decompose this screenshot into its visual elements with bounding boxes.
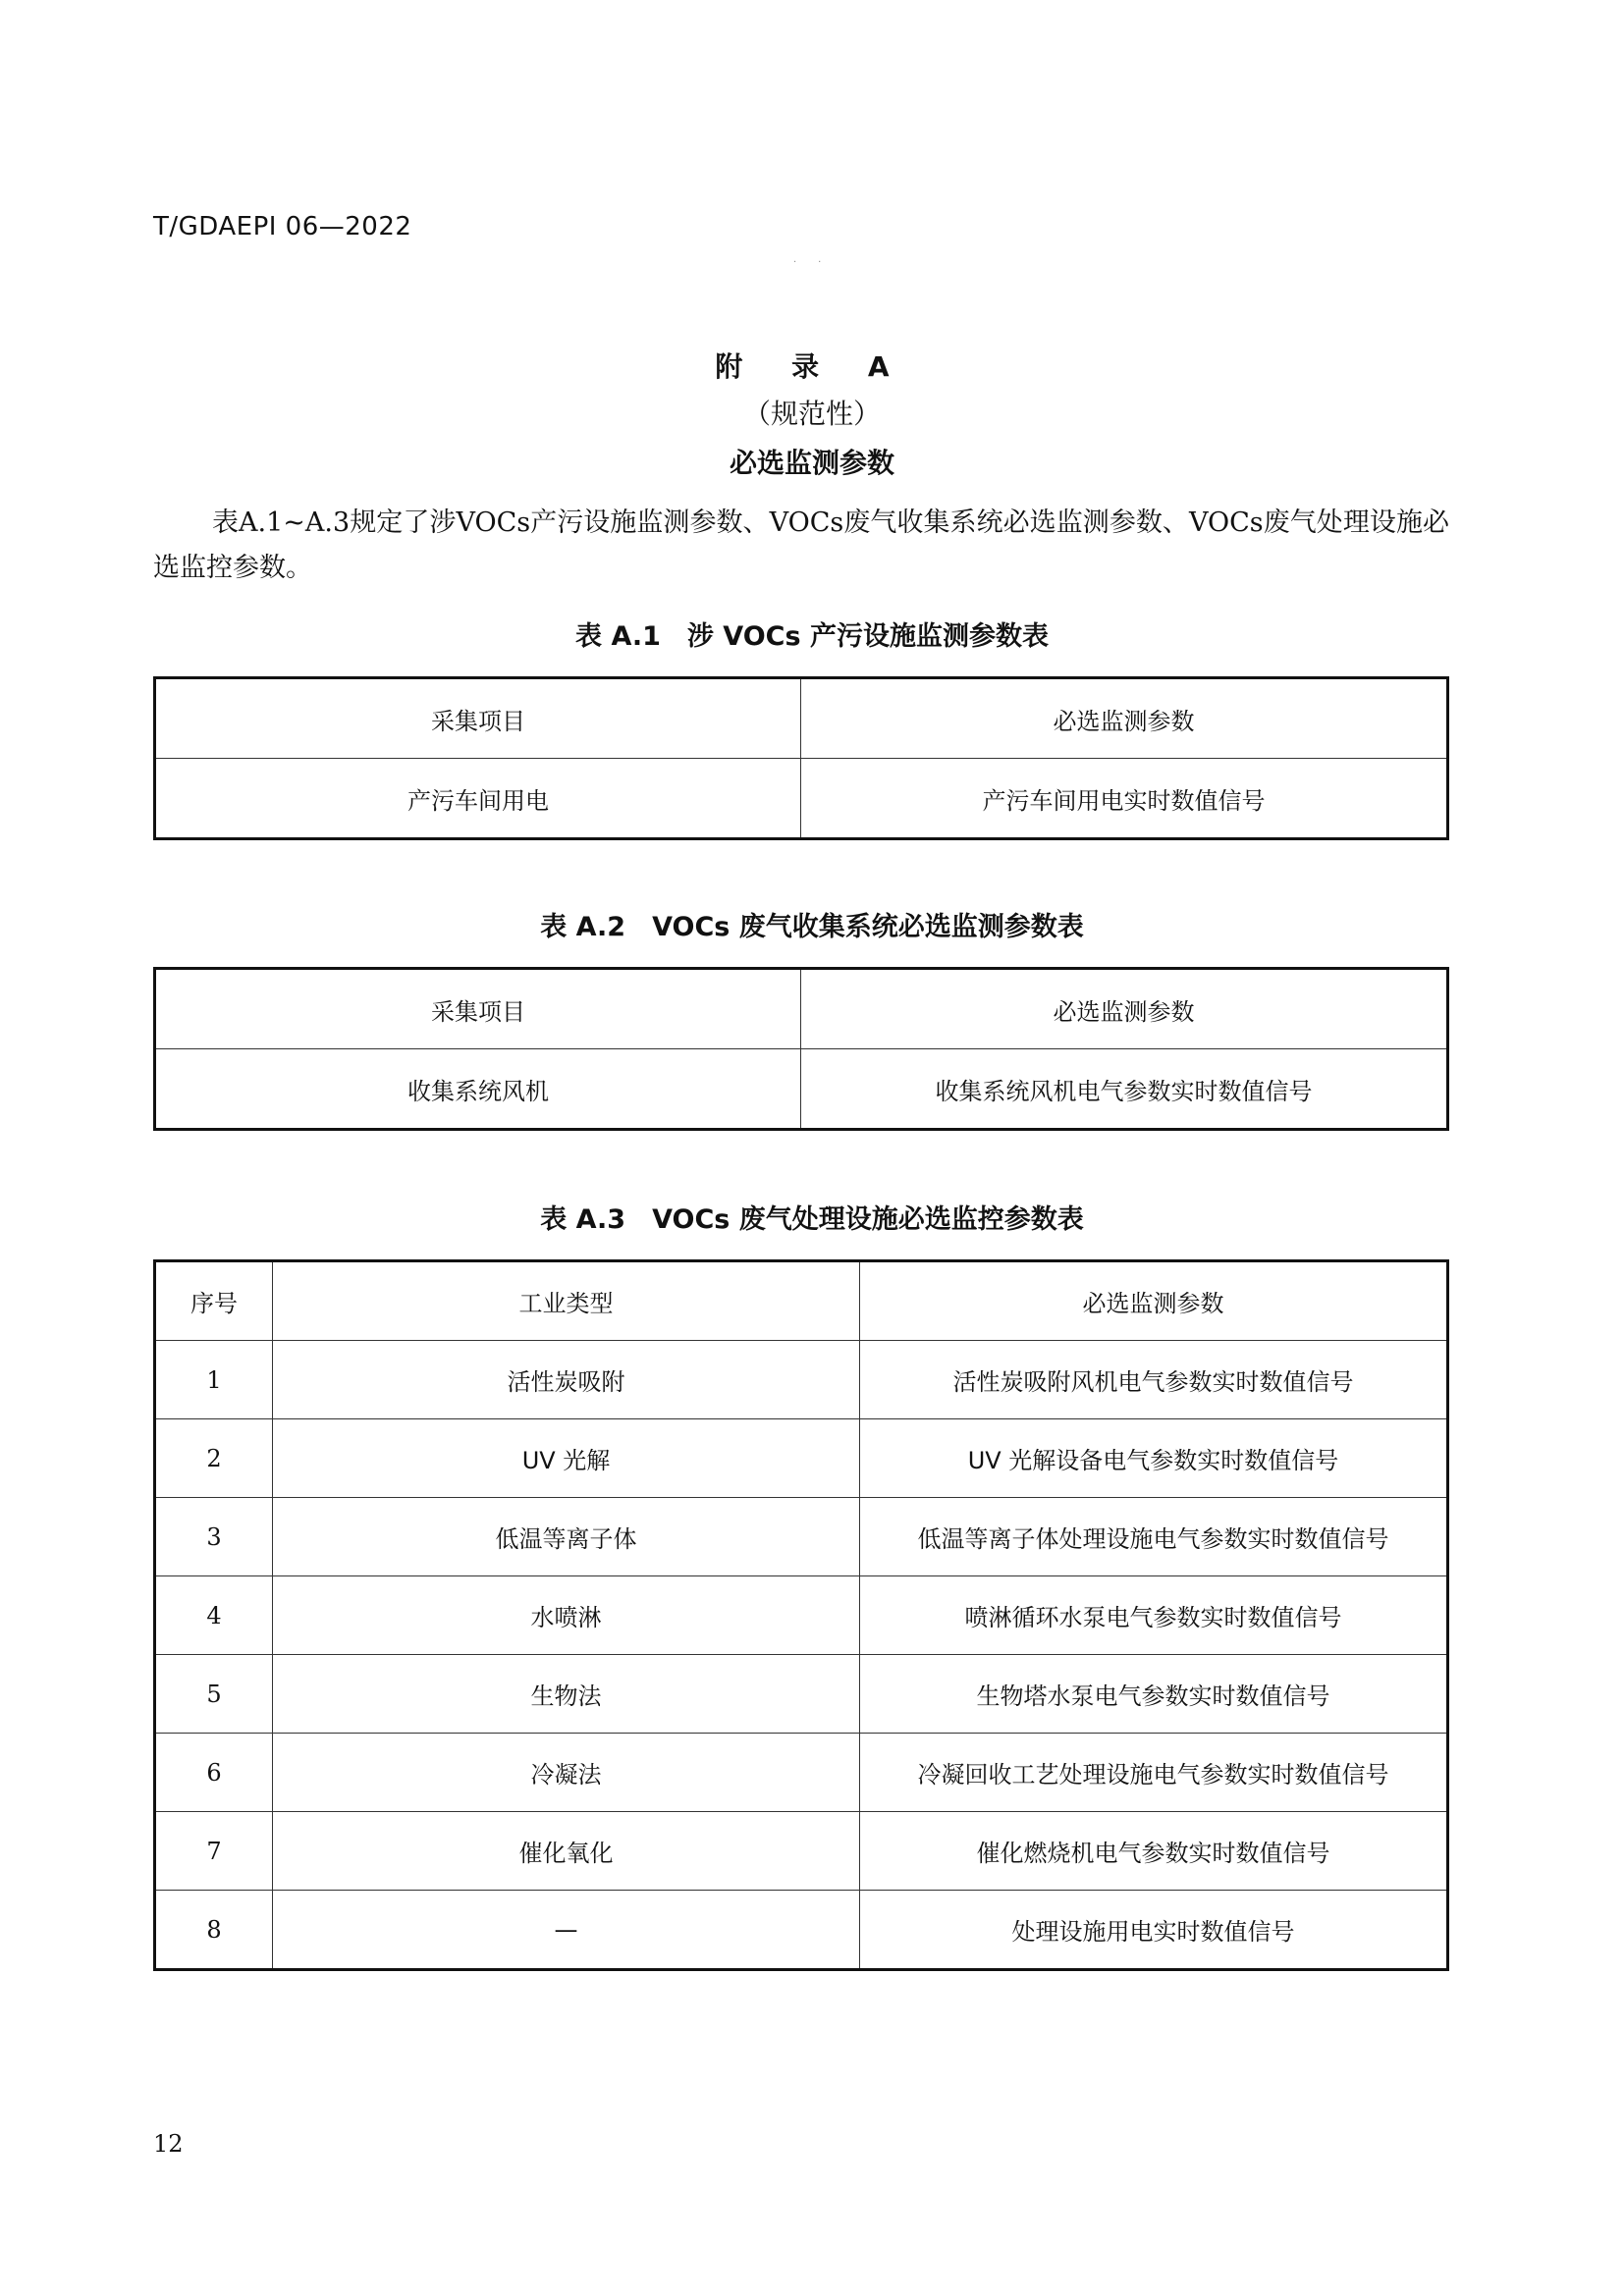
table-row: [155, 1891, 1448, 1970]
table-row: [155, 1341, 1448, 1419]
table-cell: 产污车间用电: [155, 759, 801, 839]
table-row: [155, 1576, 1448, 1655]
table-row: [155, 1419, 1448, 1498]
table-cell: 水喷淋: [273, 1576, 860, 1655]
table-row: [155, 1655, 1448, 1734]
page-number: 12: [153, 2130, 184, 2158]
row-index: 7: [155, 1812, 273, 1891]
table-cell: 产污车间用电实时数值信号: [801, 759, 1448, 839]
table-a3-caption: 表 A.3 VOCs 废气处理设施必选监控参数表: [540, 1204, 1084, 1235]
table-cell: 催化氧化: [273, 1812, 860, 1891]
table-cell: 冷凝法: [273, 1734, 860, 1812]
table-cell: 催化燃烧机电气参数实时数值信号: [860, 1812, 1448, 1891]
row-index: 3: [155, 1498, 273, 1576]
table-a2-caption: 表 A.2 VOCs 废气收集系统必选监测参数表: [540, 912, 1084, 942]
row-index: 8: [155, 1891, 273, 1970]
table-header-cell: 必选监测参数: [801, 678, 1448, 759]
table-cell: 喷淋循环水泵电气参数实时数值信号: [860, 1576, 1448, 1655]
row-index: 6: [155, 1734, 273, 1812]
table-header-cell: 工业类型: [273, 1261, 860, 1341]
table-cell: 低温等离子体处理设施电气参数实时数值信号: [860, 1498, 1448, 1576]
table-cell: UV 光解: [273, 1419, 860, 1498]
document-code: T/GDAEPI 06—2022: [153, 212, 412, 241]
row-index: 2: [155, 1419, 273, 1498]
appendix-title: 附 录 A: [715, 350, 909, 383]
table-cell: 低温等离子体: [273, 1498, 860, 1576]
table-cell: 活性炭吸附风机电气参数实时数值信号: [860, 1341, 1448, 1419]
table-header-cell: 序号: [155, 1261, 273, 1341]
decorative-dots: ··: [793, 257, 843, 268]
table-a2: [153, 967, 1449, 1131]
row-index: 1: [155, 1341, 273, 1419]
table-cell: 生物塔水泵电气参数实时数值信号: [860, 1655, 1448, 1734]
table-header-cell: 采集项目: [155, 969, 801, 1049]
table-cell: UV 光解设备电气参数实时数值信号: [860, 1419, 1448, 1498]
table-row: [155, 1049, 1448, 1130]
table-header-row: [155, 678, 1448, 759]
appendix-nature: （规范性）: [742, 398, 881, 430]
table-cell: 收集系统风机: [155, 1049, 801, 1130]
table-cell: 生物法: [273, 1655, 860, 1734]
table-cell: 活性炭吸附: [273, 1341, 860, 1419]
table-cell: 处理设施用电实时数值信号: [860, 1891, 1448, 1970]
table-header-row: [155, 1261, 1448, 1341]
table-row: [155, 759, 1448, 839]
table-cell: 收集系统风机电气参数实时数值信号: [801, 1049, 1448, 1130]
appendix-subject: 必选监测参数: [729, 447, 894, 479]
table-row: [155, 1734, 1448, 1812]
table-header-cell: 必选监测参数: [860, 1261, 1448, 1341]
row-index: 5: [155, 1655, 273, 1734]
table-cell: 冷凝回收工艺处理设施电气参数实时数值信号: [860, 1734, 1448, 1812]
table-header-row: [155, 969, 1448, 1049]
table-row: [155, 1812, 1448, 1891]
intro-paragraph: 表A.1~A.3规定了涉VOCs产污设施监测参数、VOCs废气收集系统必选监测参数、VOCs废气处理设施必选监控参数。: [153, 507, 1449, 583]
table-cell: —: [273, 1891, 860, 1970]
table-a3: [153, 1259, 1449, 1971]
row-index: 4: [155, 1576, 273, 1655]
table-header-cell: 采集项目: [155, 678, 801, 759]
table-row: [155, 1498, 1448, 1576]
table-header-cell: 必选监测参数: [801, 969, 1448, 1049]
table-a1-caption: 表 A.1 涉 VOCs 产污设施监测参数表: [575, 621, 1049, 652]
table-a1: [153, 676, 1449, 840]
